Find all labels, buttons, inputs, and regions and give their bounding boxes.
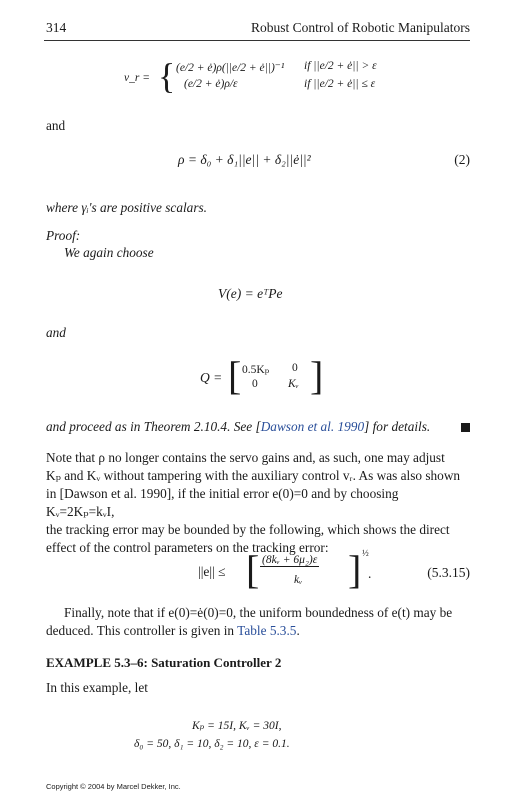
q-m12: 0 <box>292 362 298 374</box>
paragraph-2-line-2-before: deduced. This controller is given in <box>46 623 238 638</box>
vr-row2-cond: if ||e/2 + ė|| ≤ ε <box>304 78 376 90</box>
paragraph-1 <box>46 449 470 557</box>
params-row-2: δ₀ = 50, δ₁ = 10, δ₂ = 10, ε = 0.1. <box>134 738 290 750</box>
bound-right-bracket: ] <box>348 547 362 592</box>
q-m22: Kᵥ <box>288 378 299 390</box>
qed-mark <box>461 423 470 432</box>
paragraph-1-line-5: effect of the control parameters on the tracking error: <box>46 540 329 555</box>
q-right-bracket: ] <box>310 353 324 398</box>
bound-period: . <box>368 566 372 581</box>
bound-left-bracket: [ <box>246 547 260 592</box>
vr-brace: { <box>158 56 176 96</box>
vr-row1-cond: if ||e/2 + ė|| > ε <box>304 60 377 72</box>
running-title: Robust Control of Robotic Manipulators <box>251 20 470 35</box>
paragraph-1-line-3: in [Dawson et al. 1990], if the initial error e(0)=0 and by choosing Kᵥ=2Kₚ=kᵥI, <box>46 486 399 519</box>
proceed-before: and proceed as in Theorem 2.10.4. See [ <box>46 419 261 434</box>
vr-row1-expr: (e/2 + ė)ρ(||e/2 + ė||)⁻¹ <box>176 62 285 74</box>
header-rule <box>44 40 470 41</box>
table-link-5-3-5[interactable]: Table 5.3.5 <box>237 623 297 638</box>
proceed-line <box>46 418 430 436</box>
proof-text: We again choose <box>64 245 154 260</box>
example-intro: In this example, let <box>46 680 148 695</box>
equation-bound <box>198 547 398 594</box>
q-m21: 0 <box>252 378 258 390</box>
citation-link-dawson[interactable]: Dawson et al. 1990 <box>260 419 365 434</box>
paragraph-1-line-2: Kₚ and Kᵥ without tampering with the auxiliary control vᵣ. As was also shown <box>46 468 461 483</box>
paragraph-1-line-4: the tracking error may be bounded by the following, which shows the direct <box>46 522 450 537</box>
vr-lhs: v_r = <box>124 72 150 84</box>
example-heading: EXAMPLE 5.3–6: Saturation Controller 2 <box>46 655 282 670</box>
proof-label: Proof: <box>46 228 81 243</box>
equation-lyapunov: V(e) = eᵀPe <box>218 286 283 301</box>
proceed-after: ] for details. <box>364 419 431 434</box>
page-number: 314 <box>46 20 67 35</box>
q-m11: 0.5Kₚ <box>242 364 270 376</box>
copyright-notice: Copyright © 2004 by Marcel Dekker, Inc. <box>46 782 181 791</box>
bound-numerator: (8kᵥ + 6μ₂)ε <box>262 554 318 566</box>
equation-number-2: (2) <box>454 152 470 167</box>
paragraph-2-line-1: Finally, note that if e(0)=ė(0)=0, the uniform boundedness of e(t) may be <box>64 605 453 620</box>
q-left-bracket: [ <box>228 353 242 398</box>
connector-and-1: and <box>46 118 66 133</box>
bound-lhs: ||e|| ≤ <box>198 564 226 579</box>
equation-q-matrix <box>200 353 330 398</box>
bound-denominator: kᵥ <box>294 574 303 586</box>
bound-exponent: ½ <box>362 548 369 558</box>
equation-number-5-3-15: (5.3.15) <box>427 565 470 580</box>
q-lhs: Q = <box>200 370 223 385</box>
params-row-1: Kₚ = 15I, Kᵥ = 30I, <box>192 720 282 732</box>
paragraph-2-line-2-after: . <box>296 623 300 638</box>
paragraph-2-line-2 <box>46 622 300 640</box>
connector-and-2: and <box>46 325 66 340</box>
equation-rho: ρ = δ₀ + δ₁||e|| + δ₂||ė||² <box>178 152 311 167</box>
paragraph-1-line-1: Note that ρ no longer contains the servo gains and, as such, one may adjust <box>46 450 445 465</box>
vr-row2-expr: (e/2 + ė)ρ/ε <box>184 78 238 90</box>
where-text: where γᵢ's are positive scalars. <box>46 200 207 215</box>
